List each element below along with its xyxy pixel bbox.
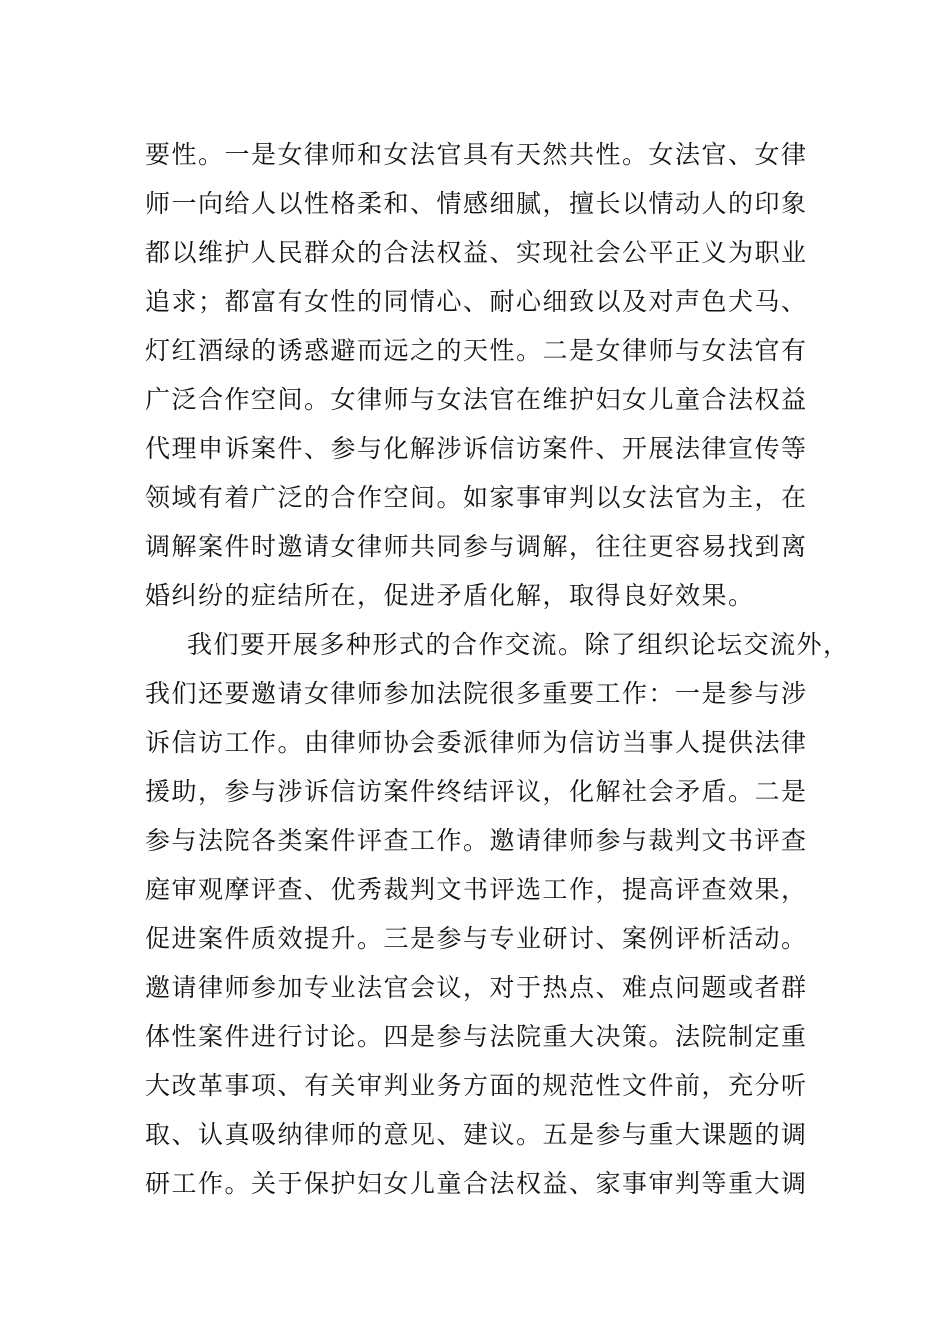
text-line: 我们还要邀请女律师参加法院很多重要工作：一是参与涉 (145, 679, 808, 708)
text-line: 追求；都富有女性的同情心、耐心细致以及对声色犬马、 (145, 287, 808, 316)
text-line: 婚纠纷的症结所在，促进矛盾化解，取得良好效果。 (145, 581, 755, 610)
text-line: 援助，参与涉诉信访案件终结评议，化解社会矛盾。二是 (145, 777, 808, 806)
text-line: 师一向给人以性格柔和、情感细腻，擅长以情动人的印象 (145, 189, 808, 218)
text-line: 体性案件进行讨论。四是参与法院重大决策。法院制定重 (145, 1022, 808, 1051)
text-line: 邀请律师参加专业法官会议，对于热点、难点问题或者群 (145, 973, 808, 1002)
text-line-paragraph-start: 我们要开展多种形式的合作交流。除了组织论坛交流外， (187, 630, 850, 659)
text-line: 庭审观摩评查、优秀裁判文书评选工作，提高评查效果， (145, 875, 808, 904)
text-line: 诉信访工作。由律师协会委派律师为信访当事人提供法律 (145, 728, 808, 757)
text-line: 领域有着广泛的合作空间。如家事审判以女法官为主，在 (145, 483, 808, 512)
text-line: 灯红酒绿的诱惑避而远之的天性。二是女律师与女法官有 (145, 336, 808, 365)
text-line: 大改革事项、有关审判业务方面的规范性文件前，充分听 (145, 1071, 808, 1100)
text-line: 要性。一是女律师和女法官具有天然共性。女法官、女律 (145, 140, 808, 169)
text-line: 调解案件时邀请女律师共同参与调解，往往更容易找到离 (145, 532, 808, 561)
text-line: 研工作。关于保护妇女儿童合法权益、家事审判等重大调 (145, 1169, 808, 1198)
text-line: 参与法院各类案件评查工作。邀请律师参与裁判文书评查 (145, 826, 808, 855)
text-line: 代理申诉案件、参与化解涉诉信访案件、开展法律宣传等 (145, 434, 808, 463)
text-line: 取、认真吸纳律师的意见、建议。五是参与重大课题的调 (145, 1120, 808, 1149)
text-line: 广泛合作空间。女律师与女法官在维护妇女儿童合法权益 (145, 385, 808, 414)
text-line: 促进案件质效提升。三是参与专业研讨、案例评析活动。 (145, 924, 808, 953)
body-text (145, 130, 850, 1208)
text-line: 都以维护人民群众的合法权益、实现社会公平正义为职业 (145, 238, 808, 267)
